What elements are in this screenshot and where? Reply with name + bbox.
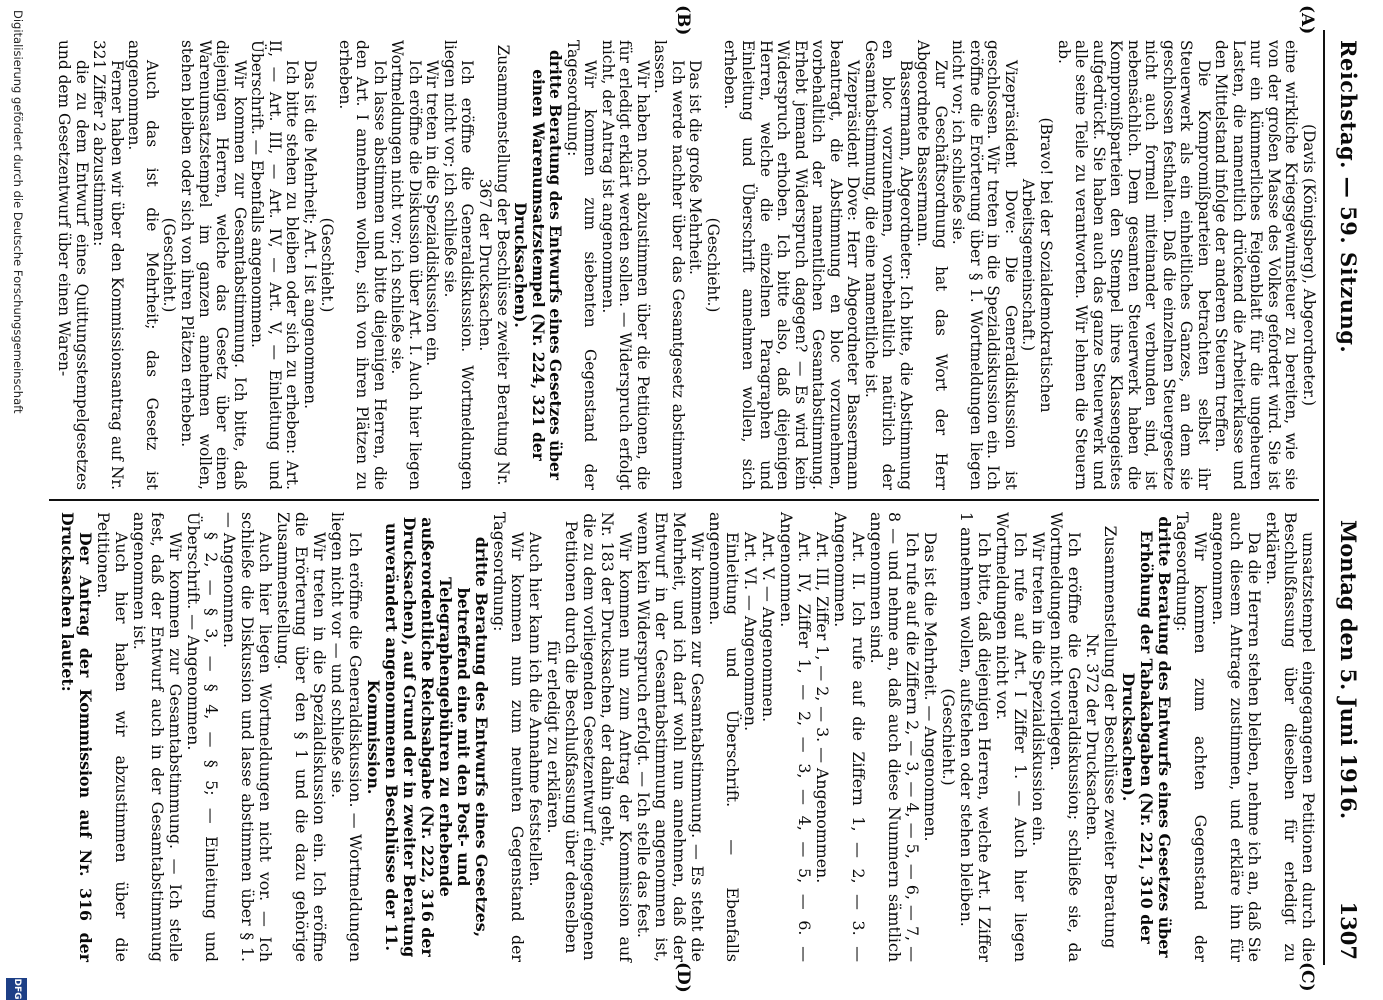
paragraph: Zur Geschäftsordnung hat das Wort der Herr Abgeordnete Bassermann. bbox=[914, 40, 950, 490]
margin-mark-c: (C) bbox=[1297, 962, 1317, 992]
paragraph: Vizepräsident Dove: Herr Abgeordneter Bassermann beantragt, die Abstimmung en bloc vorzunehmen, vorbehaltlich der namentlichen Gesamtabstimmung. Erhebt jemand Widerspruch dagegen? — Es wird kein Widerspruch erhoben. Ich bitte also, daß diejenigen Herren, welche die einzelnen Paragraphen und Einleitung und Überschrift annehmen wollen, sich erheben. bbox=[721, 40, 863, 490]
paragraph: Wir kommen zum siebenten Gegenstand der Tagesordnung: bbox=[563, 40, 600, 490]
paragraph: § 2, — § 3, — § 4, — § 5; — Einleitung und Überschrift. — Angenommen. bbox=[183, 512, 221, 962]
paragraph: Wir kommen nun zum neunten Gegenstand der Tagesordnung: bbox=[489, 512, 527, 962]
paragraph: Wir kommen zur Gesamtabstimmung. — Ich stelle fest, daß der Entwurf auch in der Gesamtabstimmung angenommen ist. bbox=[130, 512, 185, 962]
header-rule bbox=[1323, 30, 1325, 965]
paragraph: Wir kommen zur Gesamtabstimmung. Ich bitte, daß diejenigen Herren, welche das Gesetz über einen Warenumsatzstempel im ganzen annehmen wollen, stehen bleiben oder sich von ihren Plätzen erheben. bbox=[178, 40, 249, 490]
paragraph: Auch hier liegen Wortmeldungen nicht vor. — Ich schließe die Diskussion und lasse abstimmen über § 1. — Angenommen. bbox=[219, 512, 275, 962]
dfg-logo: DFG bbox=[6, 978, 27, 1000]
paragraph: Ich eröffne die Generaldiskussion; schließe sie, da Wortmeldungen nicht vorliegen. bbox=[1047, 512, 1085, 962]
paragraph: Wir kommen zum achten Gegenstand der Tagesordnung: bbox=[1173, 512, 1211, 962]
paragraph: Wir haben noch abzustimmen über die Petitionen, die für erledigt erklärt werden sollen. — Widerspruch erfolgt nicht, der Antrag ist angenommen. bbox=[598, 40, 652, 490]
paragraph: Auch das ist die Mehrheit; das Gesetz ist angenommen. bbox=[125, 40, 161, 490]
stage-note: (Geschieht.) bbox=[703, 217, 722, 313]
agenda-heading: dritte Beratung des Entwurfs eines Gesetzes über einen Warenumsatzstempel (Nr. 224, 321 der Drucksachen). bbox=[511, 50, 565, 480]
paragraph: Einleitung und Überschrift. — Ebenfalls angenommen. bbox=[705, 512, 743, 962]
paragraph: Ich eröffne die Generaldiskussion. — Wortmeldungen liegen nicht vor — und schließe sie. bbox=[327, 512, 365, 962]
agenda-heading: dritte Beratung des Entwurfs eines Gesetzes über Erhöhung der Tabakabgaben (Nr. 221, 310 der Drucksachen). bbox=[1119, 516, 1175, 958]
stage-note: (Geschieht.) bbox=[318, 217, 337, 313]
funding-credit: Digitalisierung gefördert durch die Deutsche Forschungsgemeinschaft bbox=[11, 10, 25, 414]
paragraph: Ich werde nachher über das Gesamtgesetz abstimmen lassen. bbox=[651, 40, 687, 490]
margin-mark-b: (B) bbox=[673, 5, 693, 36]
paragraph: Das ist die Mehrheit. — Angenommen. bbox=[921, 532, 941, 842]
paragraph: Bassermann, Abgeordneter: Ich bitte, die Abstimmung en bloc vorzunehmen, vorbehaltlich natürlich der Gesamtabstimmung, die eine namentliche ist. bbox=[861, 40, 915, 490]
paragraph: Wir treten in die Spezialdiskussion ein. Ich eröffne die Erörterung über den § 1 und die dazu gehörige Zusammenstellung. bbox=[273, 512, 329, 962]
margin-mark-a: (A) bbox=[1297, 5, 1317, 35]
paragraph: Wir treten in die Spezialdiskussion ein. bbox=[1029, 532, 1049, 847]
running-head-left: Reichstag. — 59. Sitzung. bbox=[1336, 40, 1361, 354]
stage-note: (Geschieht.) bbox=[160, 217, 179, 313]
running-head-right bbox=[1327, 520, 1361, 960]
paragraph: Der Antrag der Kommission auf Nr. 316 der Drucksachen lautet: bbox=[58, 512, 96, 962]
paragraph: Zusammenstellung der Beschlüsse zweiter Beratung Nr. 367 der Drucksachen. bbox=[476, 44, 512, 486]
paragraph: Wir kommen zur Gesamtabstimmung. — Es steht die Mehrheit, und ich darf wohl nun annehmen, daß der Entwurf in der Gesamtabstimmung angenommen ist, wenn kein Widerspruch erfolgt. — Ich stelle das fest. bbox=[633, 512, 707, 962]
right-column bbox=[47, 512, 1317, 962]
running-head-date: Montag den 5. Juni 1916. bbox=[1336, 520, 1361, 820]
paragraph: Auch hier kann ich die Annahme feststellen. bbox=[525, 532, 545, 887]
paragraph: Art. IV, Ziffer 1, — 2, — 3, — 4, — 5, — 6. — Angenommen. bbox=[777, 512, 815, 962]
margin-mark-d: (D) bbox=[673, 962, 693, 993]
agenda-heading: dritte Beratung des Entwurfs eines Gesetzes, betreffend eine mit den Post- und Telegraphengebühren zu erhebende außerordentliche Reichsabgabe (Nr. 222, 316 der Drucksachen), auf Grund der in zweiter Beratung unverändert angenommenen Beschlüsse der 11. Kommission. bbox=[363, 516, 491, 958]
paragraph: Die Kompromißparteien betrachten selbst ihr Steuerwerk als ein einheitliches Ganzes, an dem sie geschlossen festhalten. Daß die einzelnen Steuergesetze nicht auch formell miteinander verbunden sind, ist nebensächlich. Dem gesamten Steuerwerk haben die Kompromißparteien den Stempel ihres Klassengeistes aufgedrückt. Sie haben auch das ganze Steuerwerk und alle seine Teile zu verantworten. Wir lehnen die Steuern ab. bbox=[1054, 40, 1213, 490]
paragraph: die zu dem Entwurf eines Quittungsstempelgesetzes und dem Gesetzentwurf über einen Waren- bbox=[55, 40, 91, 490]
paragraph: Vizepräsident Dove: Die Generaldiskussion ist geschlossen. Wir treten in die Spezialdiskussion ein. Ich eröffne die Erörterung über § 1. Wortmeldungen liegen nicht vor; ich schließe sie. bbox=[949, 40, 1020, 490]
applause: (Bravo! bei der Sozialdemokratischen Arbeitsgemeinschaft.) bbox=[1019, 117, 1056, 413]
quoted-motion: die zu dem vorliegenden Gesetzentwurf eingegangenen Petitionen durch die Beschlußfassung über denselben für erledigt zu erklären. bbox=[543, 513, 599, 961]
paragraph: Ich lasse abstimmen und bitte diejenigen Herren, die den Art. I annehmen wollen, sich von ihren Plätzen zu erheben. bbox=[335, 40, 389, 490]
paragraph: Wir kommen nun zum Antrag der Kommission auf Nr. 183 der Drucksachen, der dahin geht, bbox=[597, 512, 635, 962]
page-number: 1307 bbox=[1336, 901, 1361, 960]
paragraph: Da die Herren stehen bleiben, nehme ich an, daß Sie auch diesem Antrage zustimmen, und erkläre ihn für angenommen. bbox=[1209, 512, 1265, 962]
paragraph: Ich bitte stehen zu bleiben oder sich zu erheben: Art. II, — Art. III, — Art. IV, — Art. V, — Einleitung und Überschrift. — Ebenfalls angenommen. bbox=[248, 40, 302, 490]
paragraph: Ferner haben wir über den Kommissionsantrag auf Nr. 321 Ziffer 2 abzustimmen: bbox=[90, 40, 126, 490]
paragraph: eine wirkliche Kriegsgewinnsteuer zu bereiten, wie sie von der großen Masse des Volkes gefordert wird. Sie ist nur ein kümmerliches Feigenblatt für die ungeheuren Lasten, die namentlich drückend die Arbeiterklasse und den Mittelstand infolge der anderen Steuern treffen. bbox=[1212, 40, 1301, 490]
paragraph: Ich bitte, daß diejenigen Herren, welche Art. I Ziffer 1 annehmen wollen, aufstehen oder stehen bleiben. bbox=[957, 512, 995, 962]
paragraph: Das ist die große Mehrheit. bbox=[686, 60, 705, 275]
paragraph: Wir treten in die Spezialdiskussion ein. bbox=[423, 60, 442, 367]
paragraph: Ich eröffne die Generaldiskussion. Wortmeldungen liegen nicht vor; ich schließe sie. bbox=[440, 40, 477, 490]
paragraph: Ich rufe auf die Ziffern 2, — 3, — 4, — 5, — 6, — 7, — 8 — und nehme an, daß auch diese Nummern sämtlich angenommen sind. bbox=[867, 512, 923, 962]
paragraph: Art. VI. — Angenommen. bbox=[741, 532, 761, 732]
column-divider bbox=[49, 499, 1319, 501]
paragraph: Zusammenstellung der Beschlüsse zweiter Beratung Nr. 372 der Drucksachen. bbox=[1083, 525, 1121, 949]
left-column bbox=[47, 40, 1317, 490]
paragraph: Art. III, Ziffer 1, — 2, — 3. — Angenommen. bbox=[813, 532, 833, 884]
paragraph: Ich rufe auf Art. I Ziffer 1. — Auch hier liegen Wortmeldungen nicht vor. bbox=[993, 512, 1031, 962]
paragraph: Art. V. — Angenommen. bbox=[759, 532, 779, 723]
paragraph: Ich eröffne die Diskussion über Art. I. Auch hier liegen Wortmeldungen nicht vor; ich schließe sie. bbox=[388, 40, 424, 490]
paragraph: Art. II. Ich rufe auf die Ziffern 1, — 2, — 3. — Angenommen. bbox=[831, 512, 869, 962]
stage-note: (Geschieht.) bbox=[939, 688, 959, 786]
paragraph: umsatzstempel eingegangenen Petitionen durch die Beschlußfassung über dieselben für erledigt zu erklären. bbox=[1263, 512, 1318, 962]
paragraph: Auch hier haben wir abzustimmen über die Petitionen. bbox=[94, 512, 132, 962]
paragraph: Das ist die Mehrheit; Art. I ist angenommen. bbox=[300, 60, 319, 409]
speaker-line: (Davis (Königsberg), Abgeordneter.) bbox=[1300, 123, 1318, 407]
